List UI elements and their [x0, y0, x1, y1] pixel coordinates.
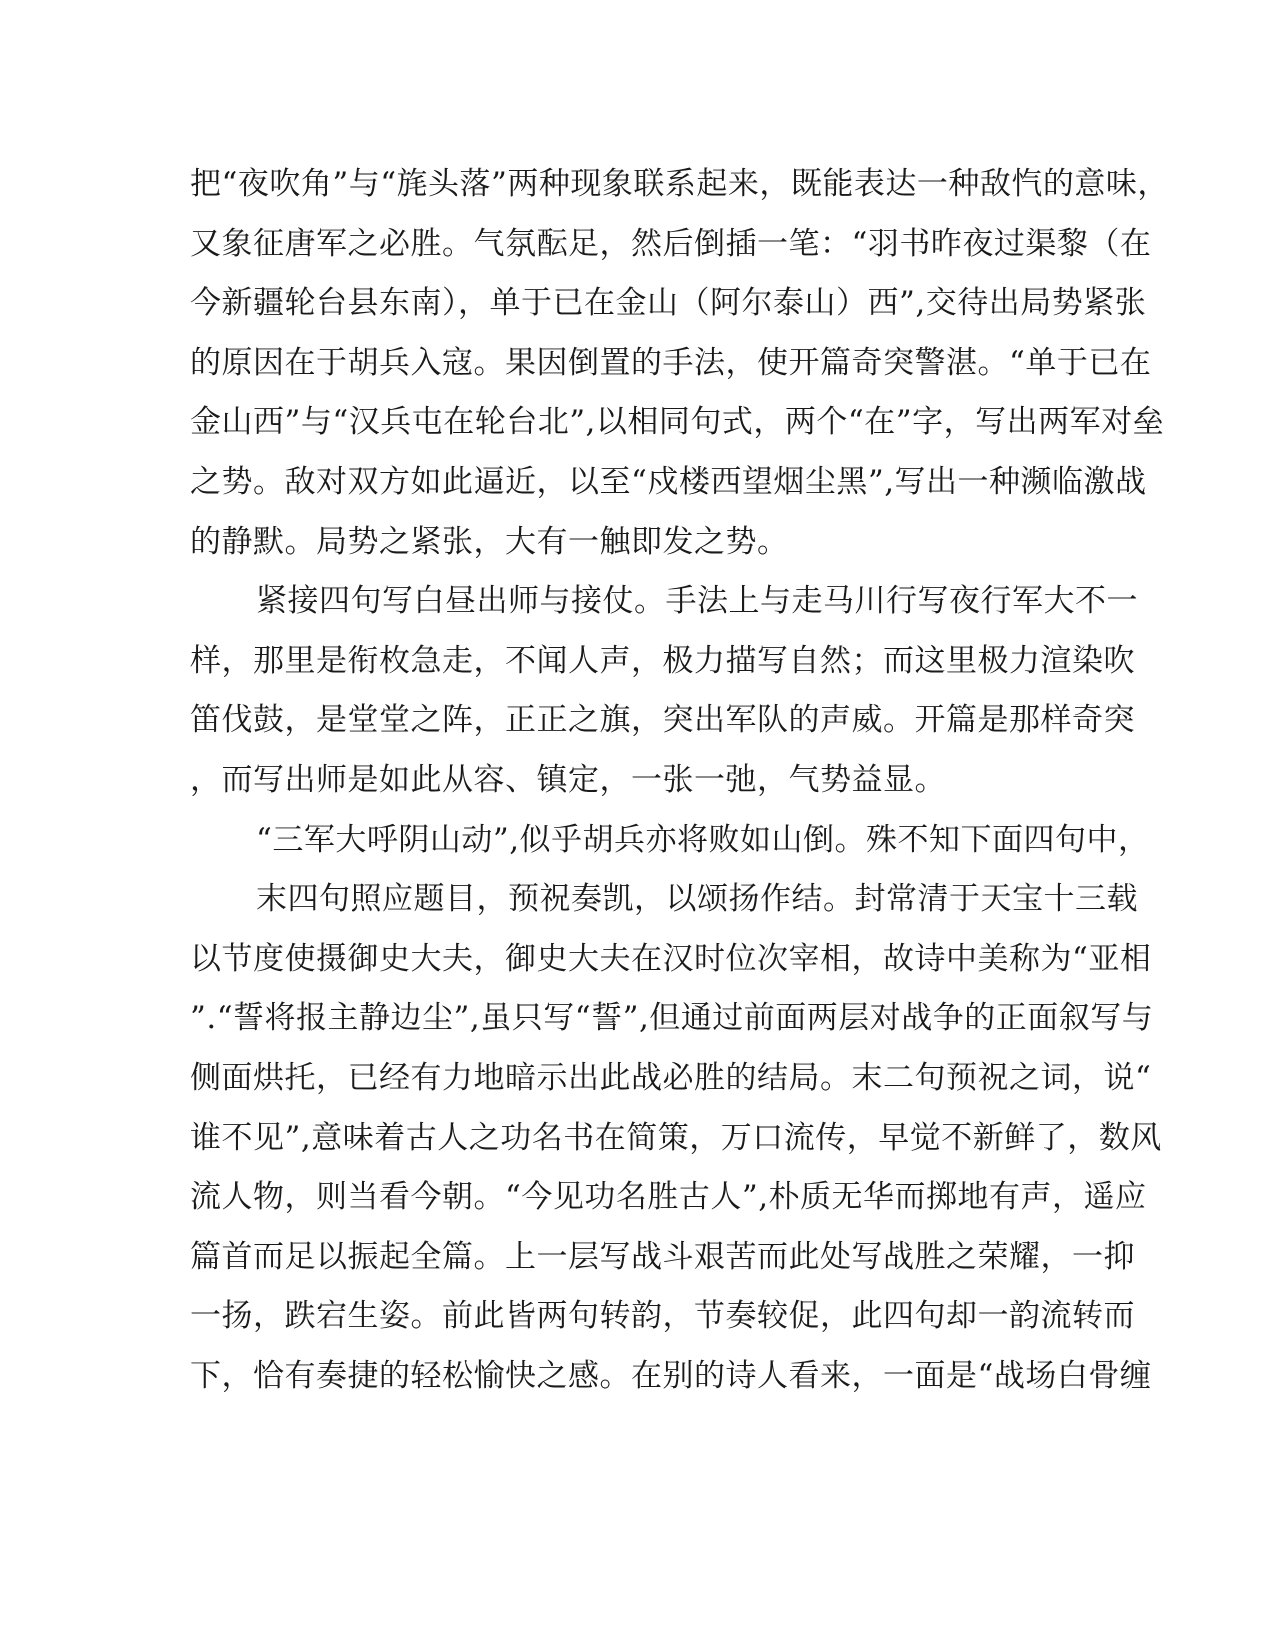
text-line: 下，恰有奏捷的轻松愉快之感。在别的诗人看来，一面是“战场白骨缠 [190, 1357, 1152, 1394]
text-line: 又象征唐军之必胜。气氛酝足，然后倒插一笔：“羽书昨夜过渠黎（在 [190, 225, 1152, 262]
text-line: 以节度使摄御史大夫，御史大夫在汉时位次宰相，故诗中美称为“亚相 [190, 940, 1152, 977]
text-line: 的静默。局势之紧张，大有一触即发之势。 [190, 523, 789, 560]
text-line: 的原因在于胡兵入寇。果因倒置的手法，使开篇奇突警湛。“单于已在 [190, 344, 1152, 381]
text-line: ，而写出师是如此从容、镇定，一张一弛，气势益显。 [190, 761, 946, 798]
text-line: 笛伐鼓，是堂堂之阵，正正之旗，突出军队的声威。开篇是那样奇突 [190, 702, 1135, 739]
text-line: 流人物，则当看今朝。“今见功名胜古人”,朴质无华而掷地有声，遥应 [190, 1179, 1147, 1216]
text-line: 金山西”与“汉兵屯在轮台北”,以相同句式，两个“在”字，写出两军对垒 [190, 404, 1165, 441]
text-line: 今新疆轮台县东南），单于已在金山（阿尔泰山）西”,交待出局势紧张 [190, 285, 1147, 322]
text-line: 之势。敌对双方如此逼近，以至“戍楼西望烟尘黑”,写出一种濒临激战 [190, 463, 1147, 500]
text-line: 样，那里是衔枚急走，不闻人声，极力描写自然；而这里极力渲染吹 [190, 642, 1135, 679]
text-line: 篇首而足以振起全篇。上一层写战斗艰苦而此处写战胜之荣耀，一抑 [190, 1238, 1135, 1275]
body-text [190, 155, 1169, 1406]
paragraph-start-line: 紧接四句写白昼出师与接仗。手法上与走马川行写夜行军大不一 [256, 583, 1138, 620]
text-line: ”.“誓将报主静边尘”,虽只写“誓”,但通过前面两层对战争的正面叙写与 [190, 1000, 1154, 1037]
text-line: 把“夜吹角”与“旄头落”两种现象联系起来，既能表达一种敌忾的意味， [190, 166, 1169, 202]
paragraph-start-line: “三军大呼阴山动”,似乎胡兵亦将败如山倒。殊不知下面四句中， [256, 821, 1150, 858]
paragraph-start-line: 末四句照应题目，预祝奏凯，以颂扬作结。封常清于天宝十三载 [256, 881, 1138, 918]
text-line: 谁不见”,意味着古人之功名书在简策，万口流传，早觉不新鲜了，数风 [190, 1119, 1162, 1156]
text-line: 侧面烘托，已经有力地暗示出此战必胜的结局。末二句预祝之词，说“ [190, 1059, 1152, 1096]
text-line: 一扬，跌宕生姿。前此皆两句转韵，节奏较促，此四句却一韵流转而 [190, 1298, 1135, 1335]
